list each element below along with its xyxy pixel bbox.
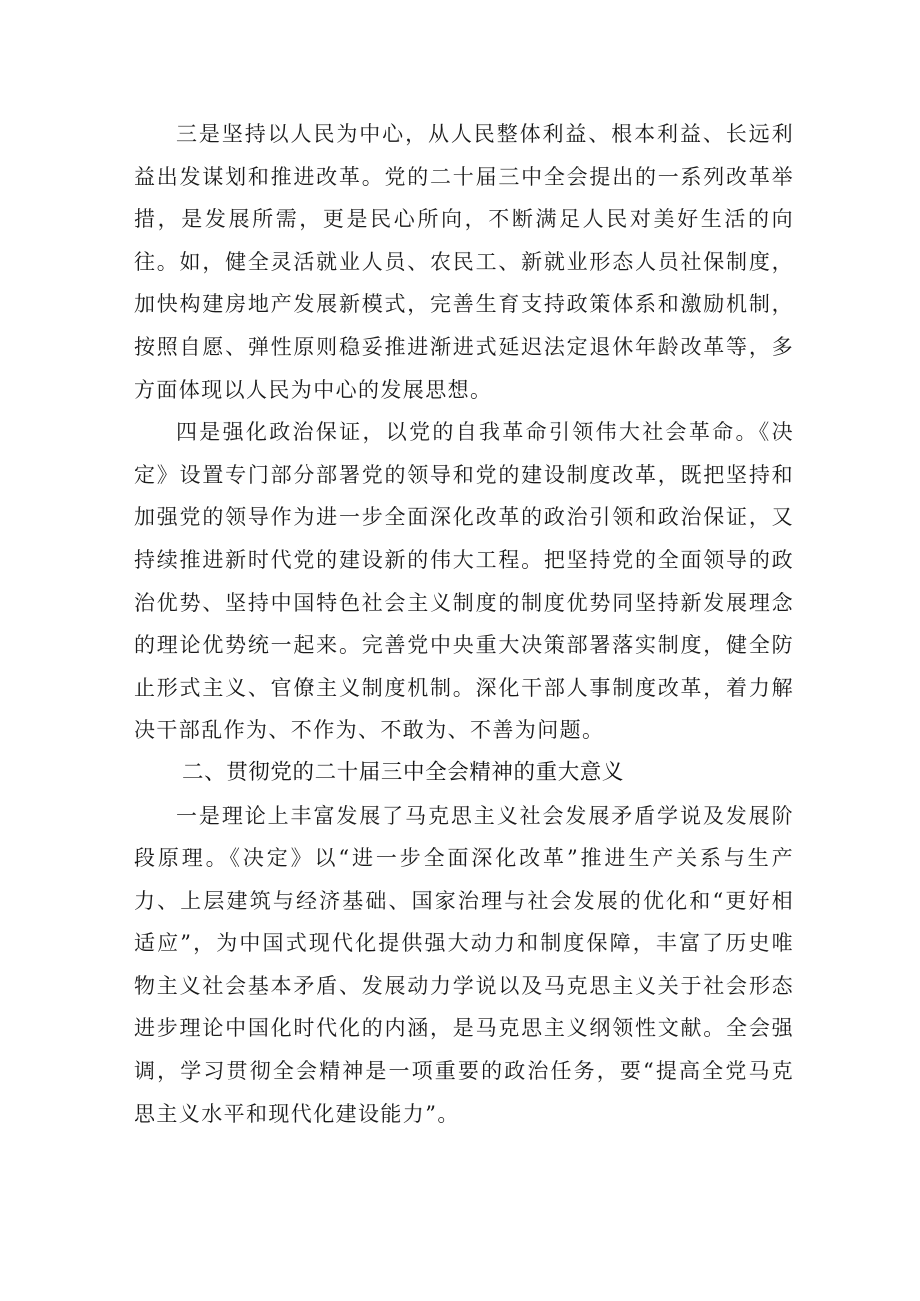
document-page [134,113,794,1135]
section-heading: 二、贯彻党的二十届三中全会精神的重大意义 [182,759,625,785]
paragraph-theory-significance: 一是理论上丰富发展了马克思主义社会发展矛盾学说及发展阶段原理。《决定》以“进一步全面深化改革”推进生产关系与生产力、上层建筑与经济基础、国家治理与社会发展的优化和“更好相适应”，为中国式现代化提供强大动力和制度保障，丰富了历史唯物主义社会基本矛盾、发展动力学说以及马克思主义关于社会形态进步理论中国化时代化的内涵，是马克思主义纲领性文献。全会强调，学习贯彻全会精神是一项重要的政治任务，要“提高全党马克思主义水平和现代化建设能力”。 [134,803,794,1126]
paragraph-political-guarantee: 四是强化政治保证，以党的自我革命引领伟大社会革命。《决定》设置专门部分部署党的领导和党的建设制度改革，既把坚持和加强党的领导作为进一步全面深化改革的政治引领和政治保证，又持续推进新时代党的建设新的伟大工程。把坚持党的全面领导的政治优势、坚持中国特色社会主义制度的制度优势同坚持新发展理念的理论优势统一起来。完善党中央重大决策部署落实制度，健全防止形式主义、官僚主义制度机制。深化干部人事制度改革，着力解决干部乱作为、不作为、不敢为、不善为问题。 [134,420,794,743]
paragraph-people-centered: 三是坚持以人民为中心，从人民整体利益、根本利益、长远利益出发谋划和推进改革。党的二十届三中全会提出的一系列改革举措，是发展所需，更是民心所向，不断满足人民对美好生活的向往。如，健全灵活就业人员、农民工、新就业形态人员社保制度，加快构建房地产发展新模式，完善生育支持政策体系和激励机制，按照自愿、弹性原则稳妥推进渐进式延迟法定退休年龄改革等，多方面体现以人民为中心的发展思想。 [134,122,794,402]
